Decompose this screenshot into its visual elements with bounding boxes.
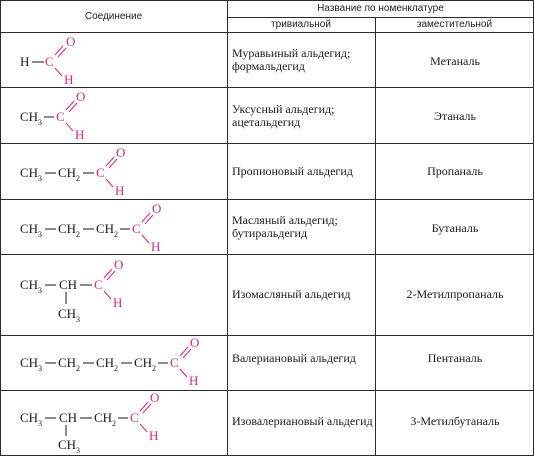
svg-text:H: H [115,183,125,198]
formula-pentanal [20,335,199,388]
svg-text:3: 3 [38,118,42,127]
trivial-name-line: Уксусный альдегид; [232,102,335,116]
trivial-name-line: Валериановый альдегид [232,351,356,365]
svg-text:3: 3 [38,419,42,428]
substitutive-name-row-7: 3-Метилбутаналь [410,414,500,428]
svg-text:C: C [132,221,141,236]
formula-propanal [20,145,125,198]
trivial-name-row-5 [232,288,374,301]
svg-text:CH: CH [134,355,153,370]
svg-text:O: O [76,89,86,104]
trivial-name-line: Пропионовый альдегид [232,164,353,178]
trivial-name-line: ацетальдегид [232,115,301,129]
svg-text:O: O [66,34,76,49]
svg-text:2: 2 [114,230,118,239]
svg-text:O: O [190,335,200,350]
svg-text:2: 2 [76,364,80,373]
trivial-name-line: бутиральдегид [232,226,308,240]
svg-text:H: H [64,72,74,87]
substitutive-name-row-1: Метаналь [430,54,480,68]
svg-text:CH: CH [58,355,77,370]
trivial-name-row-7 [232,415,374,428]
header-divider [227,17,534,18]
svg-text:CH: CH [94,410,113,425]
trivial-name-row-1 [232,47,374,73]
svg-text:CH: CH [58,437,77,452]
header-trivial: тривиальной [271,19,331,30]
trivial-name-line: Изовалериановый альдегид [232,414,373,428]
svg-text:CH: CH [58,165,77,180]
svg-text:CH: CH [20,410,39,425]
svg-text:CH: CH [59,410,78,425]
svg-text:CH: CH [96,355,115,370]
header-substitutive: заместительной [416,19,493,30]
svg-text:C: C [170,355,179,370]
svg-text:CH: CH [20,221,39,236]
svg-text:2: 2 [152,364,156,373]
svg-text:C: C [56,109,65,124]
structural-formulas [0,0,227,456]
svg-text:O: O [116,145,126,160]
svg-text:CH: CH [59,277,78,292]
svg-text:CH: CH [20,165,39,180]
column-divider [227,0,228,456]
formula-2-methylpropanal [20,257,123,324]
svg-text:H: H [189,373,199,388]
svg-text:CH: CH [58,221,77,236]
header-compound: Соединение [84,11,143,22]
svg-text:CH: CH [20,355,39,370]
trivial-name-row-3 [232,165,374,178]
svg-text:3: 3 [76,315,80,324]
substitutive-name-row-5: 2-Метилпропаналь [406,287,504,301]
svg-text:H: H [20,54,30,69]
trivial-name-line: Масляный альдегид; [232,213,338,227]
svg-text:H: H [149,428,159,443]
svg-text:O: O [152,201,162,216]
formula-methanal [20,34,75,87]
svg-text:2: 2 [112,419,116,428]
trivial-name-row-4 [232,214,374,240]
substitutive-name-row-6: Пентаналь [427,351,483,365]
svg-text:3: 3 [38,364,42,373]
svg-text:O: O [114,257,124,272]
header-nomenclature: Название по номенклатуре [317,3,444,14]
svg-text:CH: CH [20,277,39,292]
svg-text:3: 3 [76,446,80,455]
svg-text:3: 3 [38,230,42,239]
substitutive-name-row-3: Пропаналь [427,164,483,178]
svg-text:C: C [96,165,105,180]
substitutive-name-row-2: Этаналь [434,109,476,123]
svg-text:C: C [94,277,103,292]
svg-text:2: 2 [114,364,118,373]
svg-text:O: O [150,390,160,405]
svg-text:CH: CH [96,221,115,236]
column-divider [375,17,376,456]
formula-ethanal [20,89,85,142]
trivial-name-row-6 [232,352,374,365]
trivial-name-line: Изомасляный альдегид [232,287,351,301]
svg-text:3: 3 [38,286,42,295]
svg-text:H: H [113,295,123,310]
svg-text:C: C [130,410,139,425]
trivial-name-line: формальдегид [232,59,305,73]
svg-text:H: H [75,127,85,142]
svg-text:C: C [45,54,54,69]
trivial-name-line: Муравьиный альдегид; [232,46,351,60]
formula-butanal [20,201,161,254]
svg-text:H: H [151,239,161,254]
svg-text:3: 3 [38,174,42,183]
formula-3-methylbutanal [20,390,159,455]
svg-text:CH: CH [20,109,39,124]
trivial-name-row-2 [232,103,374,129]
svg-text:2: 2 [76,230,80,239]
svg-text:2: 2 [76,174,80,183]
substitutive-name-row-4: Бутаналь [431,221,479,235]
svg-text:CH: CH [58,306,77,321]
